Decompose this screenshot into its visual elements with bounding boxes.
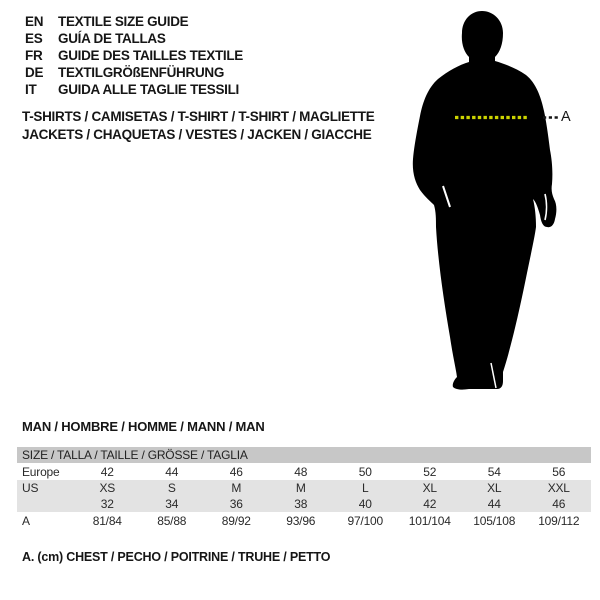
language-code: IT — [25, 82, 37, 97]
table-cell: M — [295, 481, 306, 495]
table-row-europe — [17, 463, 591, 480]
table-cell: 44 — [487, 497, 501, 511]
section-title: MAN / HOMBRE / HOMME / MANN / MAN — [22, 419, 265, 434]
table-cell: M — [231, 481, 242, 495]
row-label: Europe — [22, 464, 60, 479]
table-row-us — [17, 480, 591, 496]
table-cell: 89/92 — [221, 514, 251, 528]
table-cell: 46 — [552, 497, 566, 511]
table-cell: 85/88 — [157, 514, 187, 528]
language-code: ES — [25, 31, 43, 46]
table-cell: 40 — [358, 497, 372, 511]
table-cell: 50 — [358, 464, 372, 479]
table-cell: 32 — [100, 497, 114, 511]
language-label: GUIDE DES TAILLES TEXTILE — [58, 48, 244, 63]
table-cell: 101/104 — [408, 514, 451, 528]
table-cell: 38 — [294, 497, 308, 511]
category-line-jackets: JACKETS / CHAQUETAS / VESTES / JACKEN / GIACCHE — [22, 127, 372, 142]
table-row-numeric — [17, 496, 591, 512]
row-label: US — [22, 481, 39, 495]
language-code: DE — [25, 65, 44, 80]
table-cell: 105/108 — [473, 514, 516, 528]
size-table — [17, 447, 591, 530]
language-label: TEXTILGRÖßENFÜHRUNG — [58, 65, 225, 80]
table-cell: 56 — [552, 464, 566, 479]
category-line-tshirts: T-SHIRTS / CAMISETAS / T-SHIRT / T-SHIRT / MAGLIETTE — [22, 109, 375, 124]
language-code: FR — [25, 48, 43, 63]
language-label: GUÍA DE TALLAS — [58, 31, 166, 46]
table-cell: 42 — [423, 497, 437, 511]
table-cell: 93/96 — [286, 514, 316, 528]
language-label: GUIDA ALLE TAGLIE TESSILI — [58, 82, 239, 97]
table-cell: XL — [422, 481, 437, 495]
table-cell: S — [167, 481, 176, 495]
table-cell: 81/84 — [92, 514, 122, 528]
man-silhouette-path — [413, 11, 557, 390]
table-cell: 42 — [100, 464, 114, 479]
table-cell: 52 — [423, 464, 437, 479]
table-cell: XL — [487, 481, 502, 495]
table-cell: 97/100 — [347, 514, 383, 528]
table-row-chest-a — [17, 512, 591, 530]
table-cell: 36 — [229, 497, 243, 511]
table-cell: 109/112 — [538, 514, 580, 528]
footnote-chest: A. (cm) CHEST / PECHO / POITRINE / TRUHE / PETTO — [22, 550, 331, 564]
table-cell: XXL — [547, 481, 570, 495]
man-silhouette — [395, 5, 600, 405]
table-band-us — [17, 480, 591, 512]
table-cell: 54 — [487, 464, 501, 479]
size-table-header: SIZE / TALLA / TAILLE / GRÖSSE / TAGLIA — [17, 447, 591, 463]
table-cell: 46 — [229, 464, 243, 479]
row-label: A — [22, 514, 30, 528]
table-cell: 34 — [165, 497, 179, 511]
table-cell: XS — [99, 481, 116, 495]
category-block — [22, 108, 374, 144]
table-cell: L — [362, 481, 369, 495]
table-cell: 44 — [165, 464, 179, 479]
table-cell: 48 — [294, 464, 308, 479]
language-guide — [25, 15, 243, 96]
language-code: EN — [25, 14, 44, 29]
measure-label-a: A — [561, 109, 571, 125]
language-label: TEXTILE SIZE GUIDE — [58, 14, 189, 29]
